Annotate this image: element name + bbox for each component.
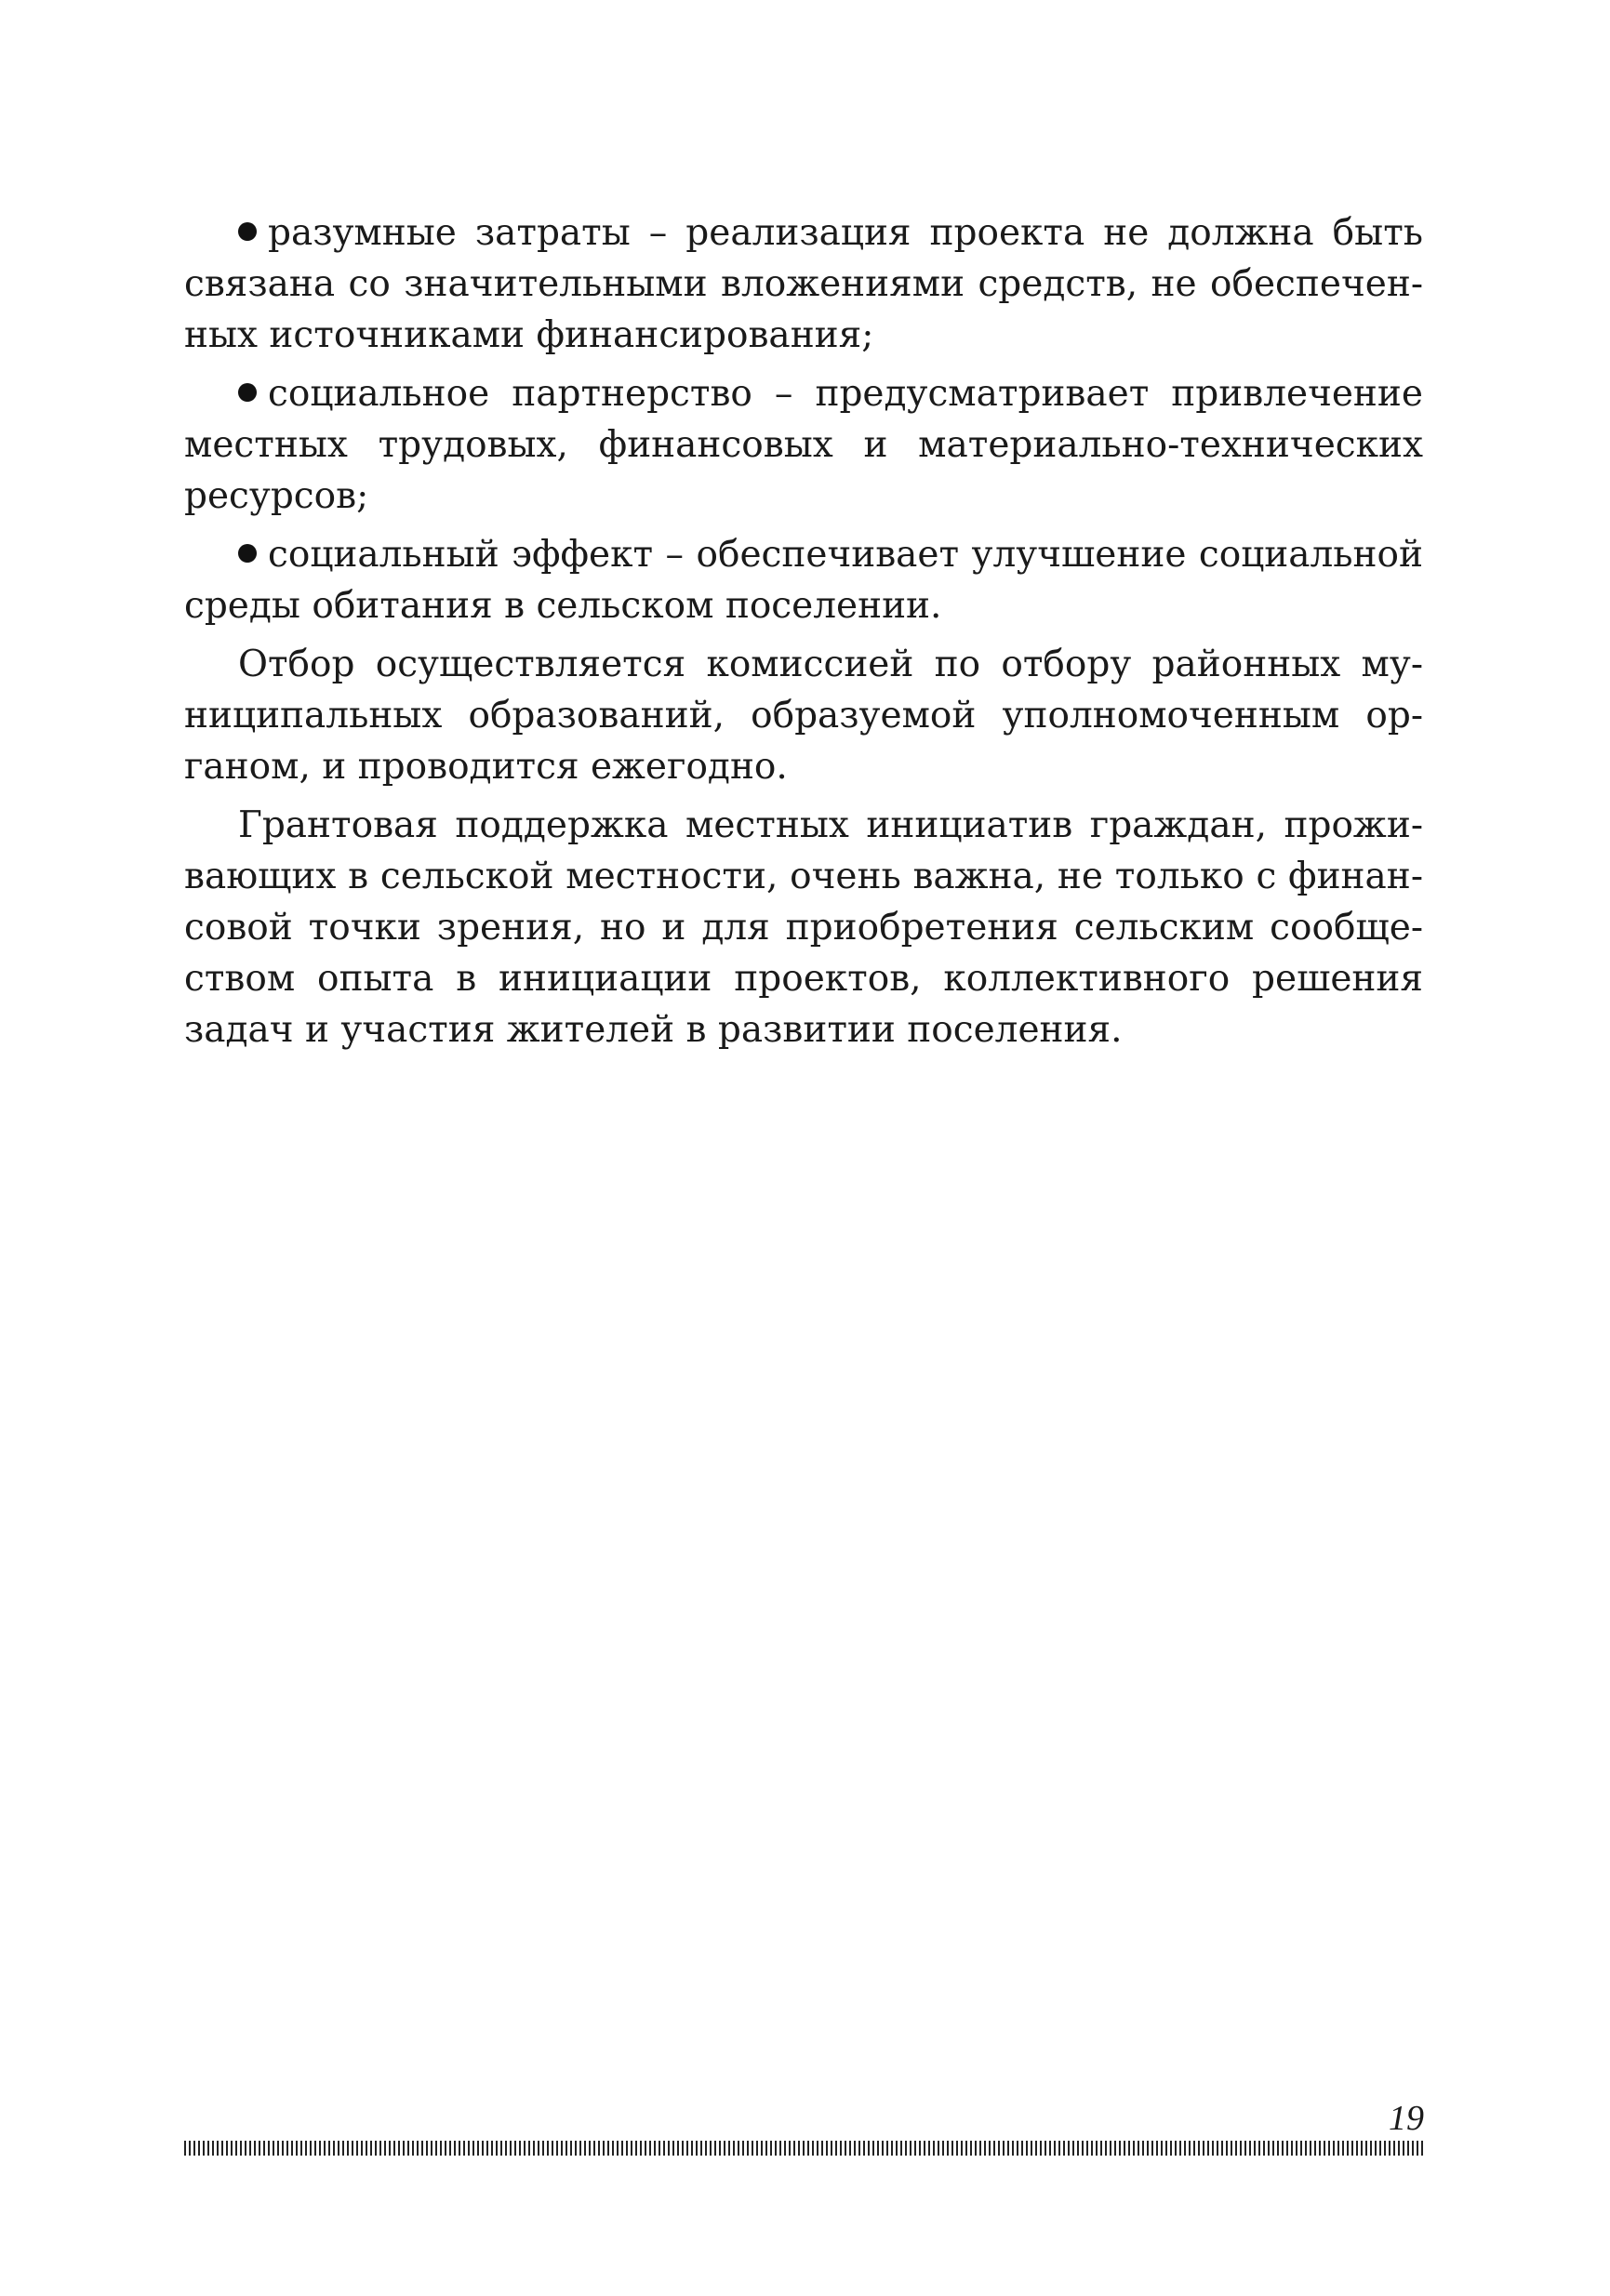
paragraph-selection (184, 639, 1423, 792)
paragraph-text: Отбор осуществляется комиссией по отбору районных муниципальных образований, образуемой уполномоченным органом, и проводится ежегодно. (184, 644, 1423, 788)
paragraph-text: социальное партнерство – предусматривает привлечение местных трудовых, финансовых и материально-технических ресурсов; (184, 373, 1423, 517)
bullet-paragraph-partnership (184, 368, 1423, 522)
footer-rule (184, 2141, 1425, 2156)
body-text (184, 207, 1423, 1063)
page-number: 19 (1389, 2099, 1424, 2138)
bullet-paragraph-social-effect (184, 529, 1423, 631)
bullet-icon (238, 544, 257, 563)
paragraph-text: Грантовая поддержка местных инициатив граждан, проживающих в сельской местности, очень важна, не только с финансовой точки зрения, но и для приобретения сельским сообществом опыта в инициации проектов, коллективного решения задач и участия жителей в развитии поселения. (184, 804, 1423, 1051)
paragraph-grant-support (184, 800, 1423, 1055)
paragraph-text: разумные затраты – реализация проекта не должна быть связана со значительными вложениями средств, не обеспеченных источниками финансирования; (184, 212, 1423, 356)
bullet-paragraph-costs (184, 207, 1423, 361)
paragraph-text: социальный эффект – обеспечивает улучшение социальной среды обитания в сельском поселении. (184, 534, 1423, 627)
bullet-icon (238, 383, 257, 402)
bullet-icon (238, 222, 257, 241)
